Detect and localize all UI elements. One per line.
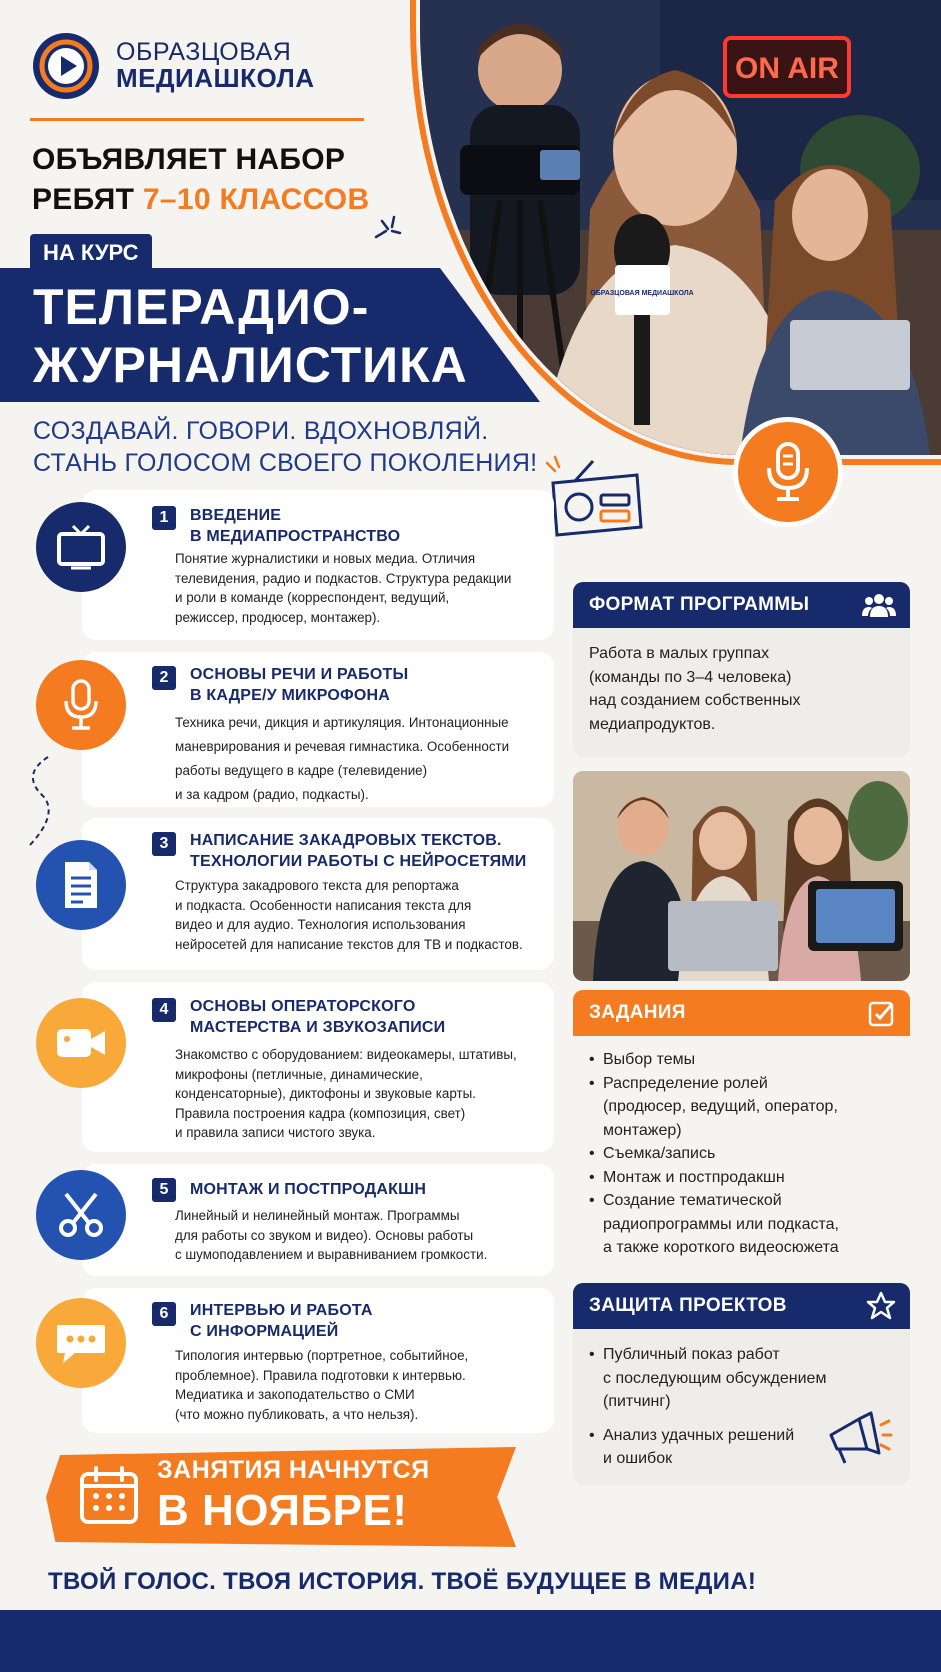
star-icon [866,1291,896,1321]
announcement-line1: ОБЪЯВЛЯЕТ НАБОР [32,143,346,176]
format-panel [573,582,910,757]
module-5 [40,1164,554,1276]
module-3-icon-circle [36,840,126,930]
radio-doodle-icon [545,455,645,545]
course-title-line2: ЖУРНАЛИСТИКА [33,337,468,393]
module-3-title: НАПИСАНИЕ ЗАКАДРОВЫХ ТЕКСТОВ. ТЕХНОЛОГИИ РАБОТЫ С НЕЙРОСЕТЯМИ [190,832,527,870]
announcement [32,140,369,220]
microphone-icon [63,679,99,731]
module-1-icon-circle [36,502,126,592]
module-6-title: ИНТЕРВЬЮ И РАБОТА С ИНФОРМАЦИЕЙ [190,1302,373,1340]
course-title [33,278,468,394]
module-4 [40,982,554,1152]
video-camera-icon [55,1025,107,1061]
module-2-description: Техника речи, дикция и артикуляция. Интонационные маневрирования и речевая гимнастика. Особенности работы ведущего в кадре (телевидение) и за кадром (радио, подкасты). [175,715,510,802]
sparkle-doodle-icon [372,215,408,245]
module-6 [40,1288,554,1433]
task-item: • Выбор темы [589,1048,894,1072]
brand-name-line2: МЕДИАШКОЛА [116,63,315,94]
footer-bar [0,1610,941,1672]
module-3-number: 3 [152,832,176,856]
module-2-number: 2 [152,666,176,690]
bottom-tagline: ТВОЙ ГОЛОС. ТВОЯ ИСТОРИЯ. ТВОЁ БУДУЩЕЕ В МЕДИА! [48,1568,757,1595]
header-divider [30,118,364,121]
module-1-number: 1 [152,506,176,530]
group-people-icon [862,592,896,618]
document-icon [61,860,101,910]
scissors-icon [56,1190,106,1240]
slogan-line2: СТАНЬ ГОЛОСОМ СВОЕГО ПОКОЛЕНИЯ! [33,449,538,477]
microphone-icon [765,442,811,502]
students-illustration [573,771,910,981]
task-item: • Монтаж и постпродакшн [589,1166,894,1190]
module-3-description: Структура закадрового текста для репортажа и подкаста. Особенности написания текста для видео и для аудио. Технология использования нейросетей для написание текстов для ТВ и подкастов. [175,878,523,952]
module-2 [40,652,554,807]
tasks-list [573,1036,910,1272]
on-air-sign: ON AIR [735,52,839,85]
module-5-icon-circle [36,1170,126,1260]
defense-panel-title: ЗАЩИТА ПРОЕКТОВ [589,1295,787,1316]
module-1 [40,490,554,640]
microphone-badge [733,417,843,527]
format-panel-title: ФОРМАТ ПРОГРАММЫ [589,594,810,615]
play-logo-icon [30,30,102,102]
mic-flag-label: ОБРАЗЦОВАЯ МЕДИАШКОЛА [590,290,694,297]
module-6-icon-circle [36,1298,126,1388]
task-item: • Создание тематической радиопрограммы или подкаста, а также короткого видеосюжета [589,1189,894,1260]
brand-logo [30,30,315,102]
tv-icon [56,524,106,570]
module-1-description: Понятие журналистики и новых медиа. Отличия телевидения, радио и подкастов. Структура редакции и роли в команде (корреспондент, ведущий, режиссер, продюсер, монтажер). [175,551,512,625]
course-tag: НА КУРС [30,234,152,272]
module-4-number: 4 [152,998,176,1022]
module-5-description: Линейный и нелинейный монтаж. Программы для работы со звуком и видео). Основы работы с шумоподавлением и выравниванием громкости. [175,1208,488,1262]
module-1-title: ВВЕДЕНИЕ В МЕДИАПРОСТРАНСТВО [190,507,401,545]
task-item: • Съемка/запись [589,1142,894,1166]
module-6-description: Типология интервью (портретное, событийное, проблемное). Правила подготовки к интервью. Медиатика и закоподательство о СМИ (что можно публиковать, а что нельзя). [175,1348,469,1422]
tasks-panel-title: ЗАДАНИЯ [589,1002,686,1023]
checklist-icon [868,999,896,1027]
task-item: • Распределение ролей (продюсер, ведущий, оператор, монтажер) [589,1072,894,1143]
module-2-icon-circle [36,660,126,750]
module-4-description: Знакомство с оборудованием: видеокамеры, штативы, микрофоны (петличные, динамические, конденсаторные), диктофоны и звуковые карты. Правила построения кадра (композиция, свет) и правила записи чистого звука. [175,1047,517,1140]
announcement-prefix: РЕБЯТ [32,183,135,216]
module-6-number: 6 [152,1302,176,1326]
chat-bubble-icon [55,1321,107,1365]
defense-item: • Публичный показ работ с последующим обсуждением (питчинг) [589,1343,894,1414]
course-title-line1: ТЕЛЕРАДИО- [33,279,370,335]
defense-item: • Анализ удачных решений и ошибок [589,1424,894,1471]
start-date-month: В НОЯБРЕ! [157,1486,408,1535]
module-5-number: 5 [152,1178,176,1202]
brand-name-line1: ОБРАЗЦОВАЯ [116,38,292,67]
announcement-grades: 7–10 КЛАССОВ [142,183,370,216]
module-4-title: ОСНОВЫ ОПЕРАТОРСКОГО МАСТЕРСТВА И ЗВУКОЗАПИСИ [190,998,446,1036]
module-3 [40,818,554,970]
slogan [33,415,537,479]
megaphone-icon [823,1405,893,1469]
start-date-label: ЗАНЯТИЯ НАЧНУТСЯ [157,1456,430,1484]
calendar-icon [78,1464,140,1526]
format-panel-body: Работа в малых группах (команды по 3–4 человека) над созданием собственных медиапродуктов. [589,645,801,733]
students-photo [573,771,910,981]
slogan-line1: СОЗДАВАЙ. ГОВОРИ. ВДОХНОВЛЯЙ. [33,417,489,445]
module-2-title: ОСНОВЫ РЕЧИ И РАБОТЫ В КАДРЕ/У МИКРОФОНА [190,666,409,704]
module-5-title: МОНТАЖ И ПОСТПРОДАКШН [190,1181,427,1198]
tasks-panel [573,990,910,1278]
module-4-icon-circle [36,998,126,1088]
defense-panel [573,1283,910,1485]
